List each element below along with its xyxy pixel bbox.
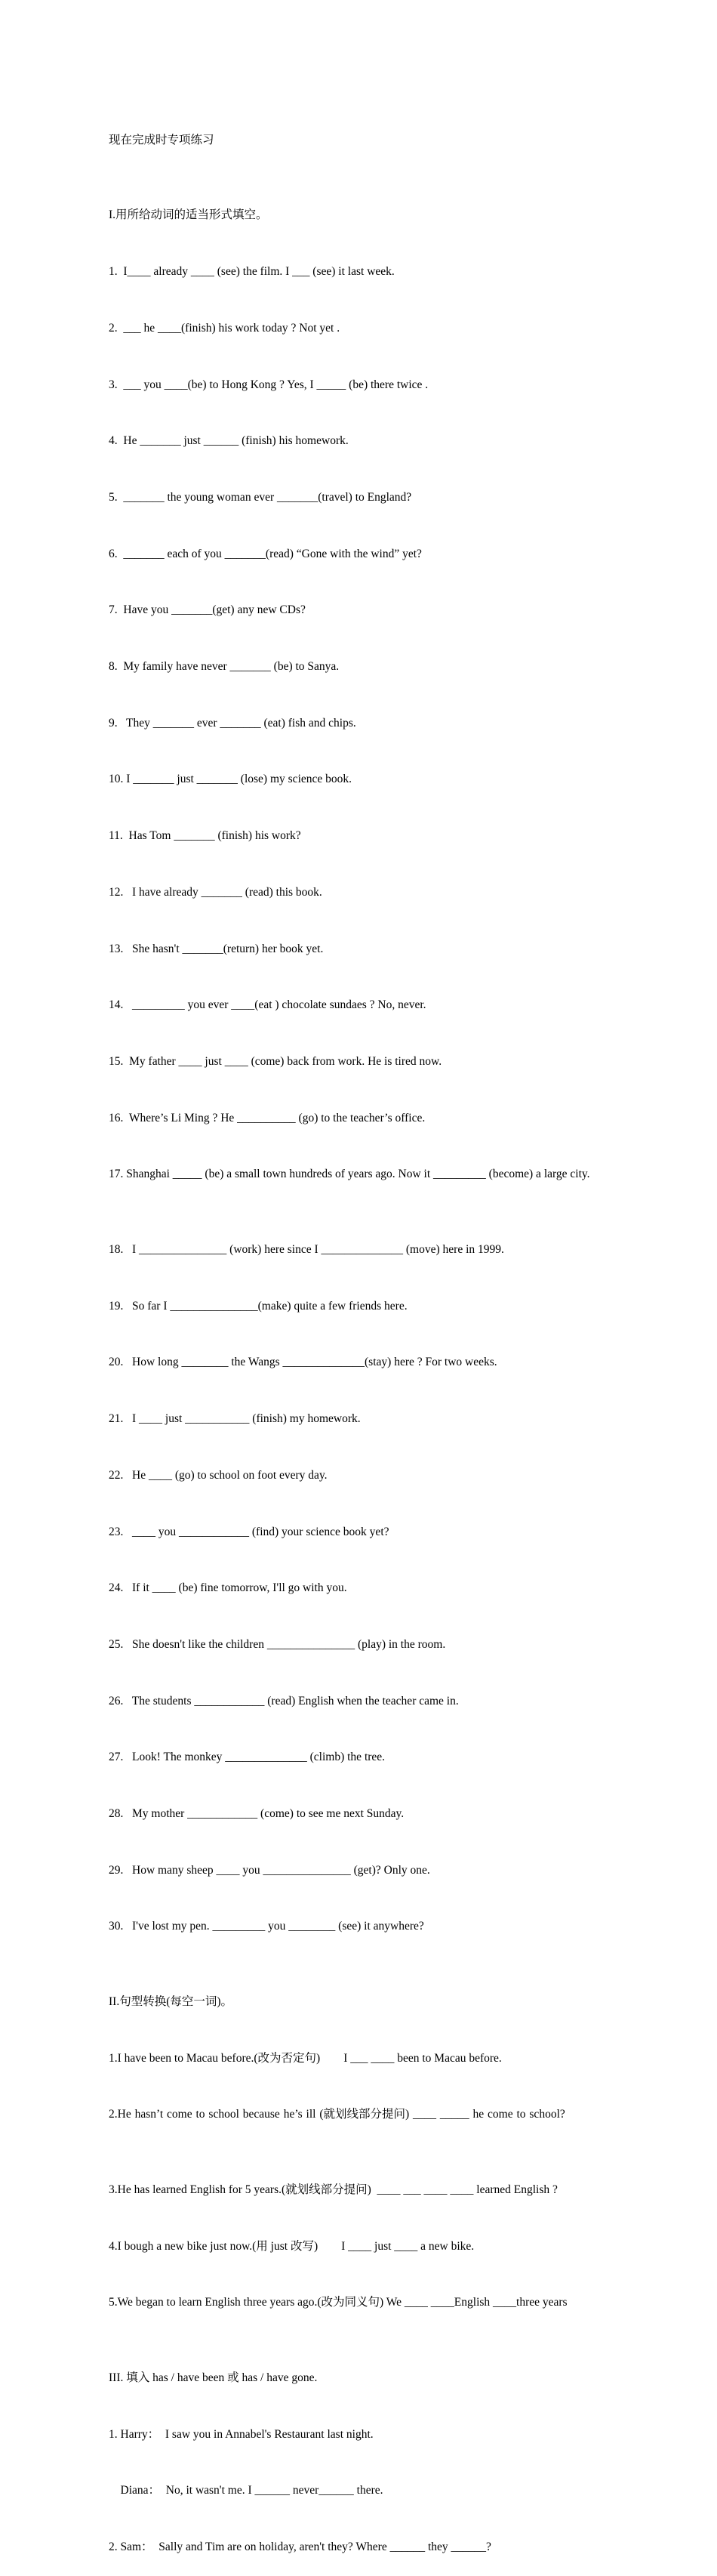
exercise-item: 15. My father ____ just ____ (come) back from work. He is tired now. (109, 1054, 442, 1068)
exercise-item: 30. I've lost my pen. _________ you ________ (see) it anywhere? (109, 1920, 424, 1933)
dialogue-line: 2. Sam： Sally and Tim are on holiday, aren't they? Where ______ they ______? (109, 2541, 491, 2554)
exercise-item: 6. _______ each of you _______(read) “Gone with the wind” yet? (109, 547, 422, 560)
exercise-item: 9. They _______ ever _______ (eat) fish and chips. (109, 716, 356, 730)
section-3-heading: III. 填入 has / have been 或 has / have gone. (109, 2371, 318, 2385)
worksheet-page (109, 94, 611, 2576)
dialogue-line: 1. Harry： I saw you in Annabel's Restaurant last night. (109, 2427, 374, 2441)
exercise-item: 8. My family have never _______ (be) to Sanya. (109, 660, 340, 674)
exercise-item: 22. He ____ (go) to school on foot every day. (109, 1468, 328, 1482)
transformation-item: 2.He hasn’t come to school because he’s ill (就划线部分提问) ____ _____ he come to school? (109, 2108, 565, 2121)
exercise-item: 1. I____ already ____ (see) the film. I ___ (see) it last week. (109, 265, 395, 279)
exercise-item: 25. She doesn't like the children _______________ (play) in the room. (109, 1637, 446, 1651)
exercise-item: 20. How long ________ the Wangs ______________(stay) here ? For two weeks. (109, 1356, 497, 1369)
transformation-item: 3.He has learned English for 5 years.(就划线部分提问) ____ ___ ____ ____ learned English ? (109, 2183, 558, 2197)
exercise-item: 18. I _______________ (work) here since I ______________ (move) here in 1999. (109, 1242, 504, 1256)
exercise-item: 11. Has Tom _______ (finish) his work? (109, 829, 301, 843)
exercise-item: 7. Have you _______(get) any new CDs? (109, 603, 306, 617)
transformation-item: 5.We began to learn English three years ago.(改为同义句) We ____ ____English ____three years (109, 2296, 568, 2309)
exercise-item: 12. I have already _______ (read) this book. (109, 885, 322, 899)
exercise-item: 2. ___ he ____(finish) his work today ? Not yet . (109, 321, 340, 335)
section-1-heading: I.用所给动词的适当形式填空。 (109, 208, 268, 222)
exercise-item: 10. I _______ just _______ (lose) my science book. (109, 773, 352, 786)
transformation-item: 4.I bough a new bike just now.(用 just 改写) I ____ just ____ a new bike. (109, 2239, 475, 2253)
exercise-item: 21. I ____ just ___________ (finish) my homework. (109, 1412, 361, 1426)
transformation-item: 1.I have been to Macau before.(改为否定句) I ___ ____ been to Macau before. (109, 2051, 502, 2065)
worksheet-title: 现在完成时专项练习 (109, 133, 214, 147)
dialogue-line: Diana： No, it wasn't me. I ______ never______ there. (109, 2484, 383, 2497)
exercise-item: 28. My mother ____________ (come) to see me next Sunday. (109, 1807, 405, 1821)
exercise-item: 16. Where’s Li Ming ? He __________ (go) to the teacher’s office. (109, 1111, 426, 1124)
exercise-item: 4. He _______ just ______ (finish) his homework. (109, 434, 349, 448)
exercise-item: 23. ____ you ____________ (find) your science book yet? (109, 1525, 389, 1538)
exercise-item: 19. So far I _______________(make) quite a few friends here. (109, 1299, 408, 1313)
exercise-item: 29. How many sheep ____ you _______________ (get)? Only one. (109, 1863, 430, 1877)
exercise-item: 26. The students ____________ (read) English when the teacher came in. (109, 1694, 459, 1708)
exercise-item: 5. _______ the young woman ever _______(travel) to England? (109, 490, 412, 504)
exercise-item: 24. If it ____ (be) fine tomorrow, I'll go with you. (109, 1581, 347, 1595)
exercise-item: 13. She hasn't _______(return) her book yet. (109, 942, 324, 955)
exercise-item: 17. Shanghai _____ (be) a small town hundreds of years ago. Now it _________ (become) a large city. (109, 1168, 590, 1181)
exercise-item: 3. ___ you ____(be) to Hong Kong ? Yes, I _____ (be) there twice . (109, 378, 429, 391)
exercise-item: 27. Look! The monkey ______________ (climb) the tree. (109, 1751, 386, 1764)
section-2-heading: II.句型转换(每空一词)。 (109, 1995, 233, 2009)
exercise-item: 14. _________ you ever ____(eat ) chocolate sundaes ? No, never. (109, 998, 426, 1012)
